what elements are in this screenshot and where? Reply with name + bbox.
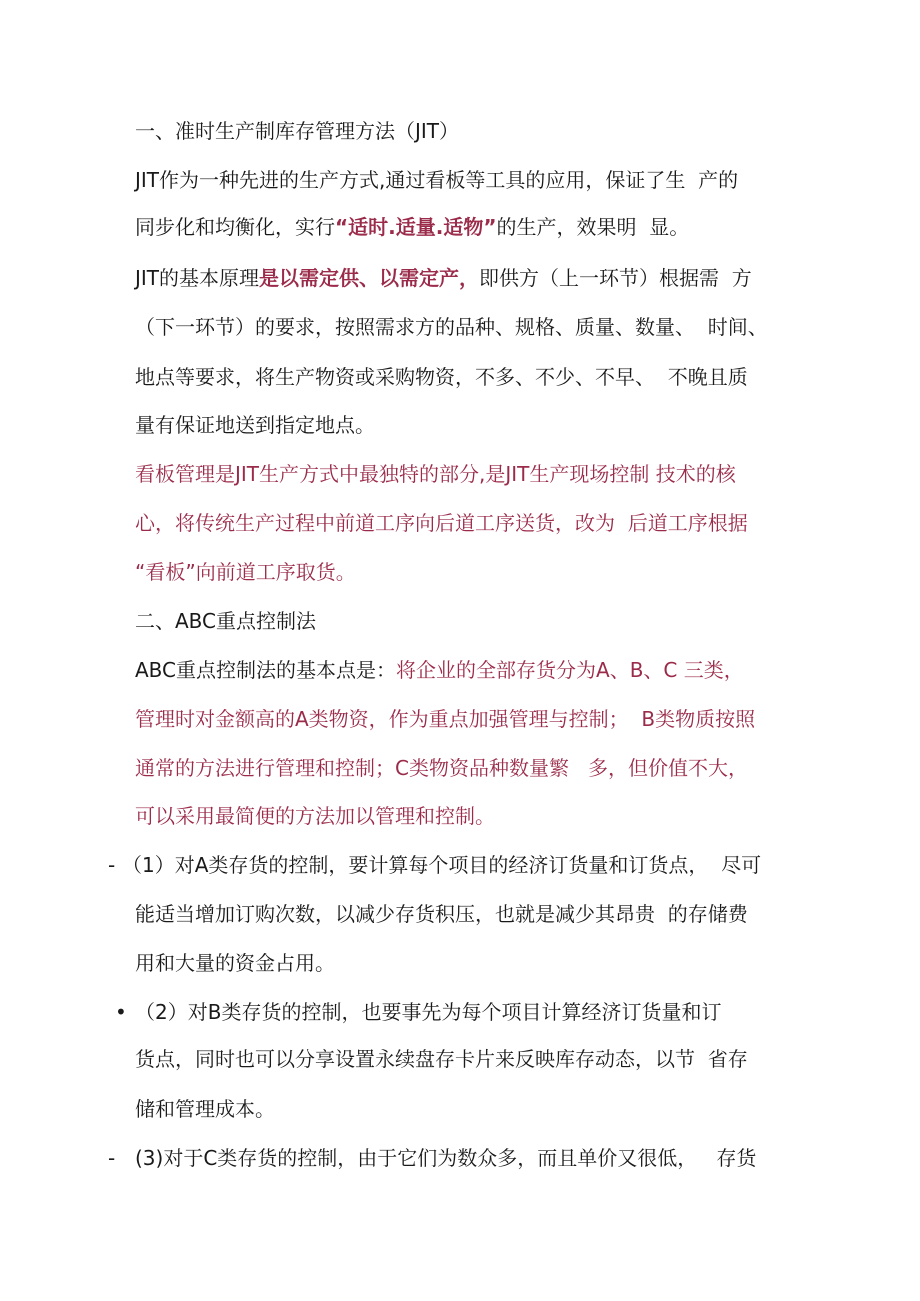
paragraph-line: 心，将传统生产过程中前道工序向后道工序送货，改为 后道工序根据 (135, 511, 748, 535)
paragraph-line (135, 264, 752, 292)
text-run: ABC重点控制法的基本点是： (135, 658, 397, 682)
list-item-line: 能适当增加订购次数，以减少存货积压，也就是减少其昂贵 的存储费 (135, 902, 748, 926)
paragraph-line: 管理时对金额高的A类物资，作为重点加强管理与控制； B类物质按照 (135, 707, 756, 731)
paragraph-line: “看板”向前道工序取货。 (135, 560, 356, 584)
section-1-heading: 一、准时生产制库存管理方法（JIT） (135, 119, 460, 143)
list-item-line: （2）对B类存货的控制，也要事先为每个项目计算经济订货量和订 (135, 1000, 722, 1024)
text-run: 的生产，效果明 显。 (496, 215, 690, 239)
list-item-line: 用和大量的资金占用。 (135, 951, 335, 975)
list-item-line: （1）对A类存货的控制，要计算每个项目的经济订货量和订货点， 尽可 (122, 853, 762, 877)
section-2-heading: 二、ABC重点控制法 (135, 609, 317, 633)
list-marker-bullet: • (115, 1000, 127, 1024)
paragraph-line: JIT作为一种先进的生产方式,通过看板等工具的应用，保证了生 产的 (135, 168, 739, 192)
paragraph-line (135, 656, 744, 684)
paragraph-line: 可以采用最简便的方法加以管理和控制。 (135, 804, 495, 828)
highlight-text: 是以需定供、以需定产， (259, 266, 480, 290)
text-run: JIT的基本原理 (135, 266, 260, 290)
paragraph-line: 地点等要求，将生产物资或采购物资，不多、不少、不早、 不晚且质 (135, 365, 748, 389)
highlight-text: 将企业的全部存货分为A、B、C 三类， (396, 658, 744, 682)
paragraph-line: 通常的方法进行管理和控制；C类物资品种数量繁 多，但价值不大， (135, 756, 749, 780)
list-item-line: (3)对于C类存货的控制，由于它们为数众多，而且单价又很低， 存货 (135, 1146, 757, 1170)
paragraph-line: 量有保证地送到指定地点。 (135, 413, 375, 437)
list-item-line: 储和管理成本。 (135, 1097, 275, 1121)
paragraph-line (135, 213, 689, 241)
paragraph-line: 看板管理是JIT生产方式中最独特的部分,是JIT生产现场控制 技术的核 (135, 462, 736, 486)
list-item-line: 货点，同时也可以分享设置永续盘存卡片来反映库存动态，以节 省存 (135, 1047, 748, 1071)
paragraph-line: （下一环节）的要求，按照需求方的品种、规格、质量、数量、 时间、 (135, 315, 768, 339)
list-marker-dash: - (108, 1146, 116, 1170)
highlight-text: “适时.适量.适物” (335, 215, 497, 239)
text-run: 同步化和均衡化，实行 (135, 215, 335, 239)
list-marker-dash: - (108, 853, 116, 877)
text-run: 即供方（上一环节）根据需 方 (479, 266, 752, 290)
